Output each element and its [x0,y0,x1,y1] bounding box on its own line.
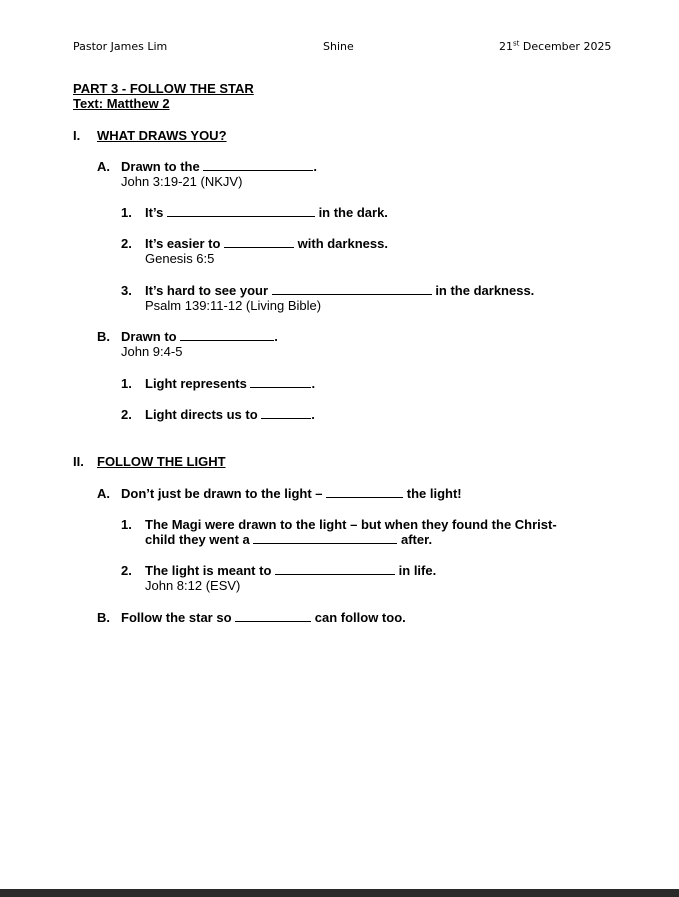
fill-blank[interactable] [272,283,432,295]
section1-a2-line [145,236,388,251]
header-pastor-name: Pastor James Lim [73,40,168,53]
section1-b2-line [145,407,315,422]
section1-b1-line [145,376,315,391]
section2-b-line [121,610,406,625]
section1-a-line [121,159,317,174]
section2-b-number: B. [97,610,110,625]
section1-b-post: . [274,329,278,344]
fill-blank[interactable] [180,329,274,341]
section1-a3-post: in the darkness. [435,283,535,298]
section1-b-scripture: John 9:4-5 [121,344,183,359]
section1-b1-number: 1. [121,376,132,391]
section1-a1-text: It’s [145,205,164,220]
section2-a-text: Don’t just be drawn to the light – [121,486,323,501]
fill-blank[interactable] [275,563,395,575]
section1-a2-number: 2. [121,236,132,251]
section1-a-text: Drawn to the [121,159,200,174]
section1-a2-scripture: Genesis 6:5 [145,251,215,266]
section1-a2-post: with darkness. [297,236,388,251]
section1-b-line [121,329,278,344]
fill-blank[interactable] [326,486,403,498]
section2-a-post: the light! [406,486,462,501]
section2-a1-line1: The Magi were drawn to the light – but when they found the Christ- [145,517,557,532]
section2-heading: FOLLOW THE LIGHT [97,454,226,469]
fill-blank[interactable] [224,236,294,248]
section1-a2-text: It’s easier to [145,236,221,251]
section1-b1-text: Light represents [145,376,247,391]
fill-blank[interactable] [203,159,313,171]
fill-blank[interactable] [235,610,311,622]
section1-b2-text: Light directs us to [145,407,258,422]
part-title: PART 3 - FOLLOW THE STAR [73,81,254,96]
section1-a1-post: in the dark. [318,205,388,220]
section1-a-number: A. [97,159,110,174]
text-reference: Text: Matthew 2 [73,96,170,111]
section1-a3-line [145,283,534,298]
date-rest: December 2025 [519,40,612,53]
header-sermon-title: Shine [323,40,354,53]
section1-number: I. [73,128,81,143]
date-day: 21 [499,40,513,53]
section1-a-scripture: John 3:19-21 (NKJV) [121,174,243,189]
section2-a1-line2 [145,532,432,547]
fill-blank[interactable] [250,376,311,388]
section1-b2-number: 2. [121,407,132,422]
section2-a1-post: after. [401,532,433,547]
header-date [499,40,611,53]
fill-blank[interactable] [261,407,311,419]
section1-a-post: . [313,159,317,174]
section1-b-number: B. [97,329,110,344]
section2-b-post: can follow too. [314,610,406,625]
section1-a3-text: It’s hard to see your [145,283,269,298]
section2-number: II. [73,454,84,469]
date-suffix: st [513,39,520,48]
section2-b-text: Follow the star so [121,610,232,625]
section1-b2-post: . [311,407,315,422]
section2-a1-text: child they went a [145,532,250,547]
section2-a1-number: 1. [121,517,132,532]
section1-b-text: Drawn to [121,329,177,344]
section2-a-line [121,486,462,501]
section1-a1-line [145,205,388,220]
section2-a2-text: The light is meant to [145,563,272,578]
section1-b1-post: . [311,376,316,391]
section1-a3-number: 3. [121,283,132,298]
section2-a2-post: in life. [398,563,437,578]
section1-a1-number: 1. [121,205,132,220]
bottom-scroll-bar [0,889,679,897]
section2-a2-scripture: John 8:12 (ESV) [145,578,241,593]
section2-a-number: A. [97,486,110,501]
section2-a2-number: 2. [121,563,132,578]
section1-a3-scripture: Psalm 139:11-12 (Living Bible) [145,298,322,313]
fill-blank[interactable] [167,205,315,217]
fill-blank[interactable] [253,532,397,544]
section2-a2-line [145,563,436,578]
section1-heading: WHAT DRAWS YOU? [97,128,227,143]
